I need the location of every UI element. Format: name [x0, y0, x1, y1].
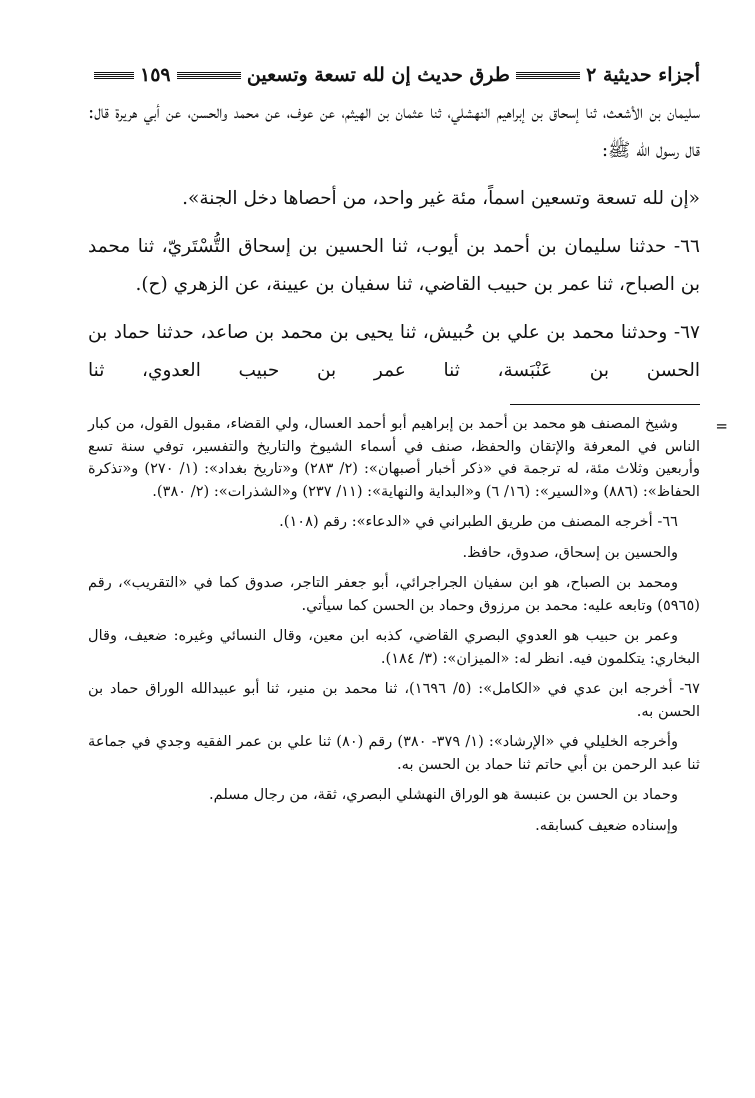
continuation-marker: = — [715, 417, 728, 435]
header-rule — [177, 72, 241, 79]
hadith-text: «إن لله تسعة وتسعين اسماً، مئة غير واحد، من أحصاها دخل الجنة». — [182, 188, 700, 209]
footnote: وإسناده ضعيف كسابقه. — [535, 816, 678, 834]
section-title: طرق حديث إن لله تسعة وتسعين — [246, 64, 510, 86]
header-rule — [94, 72, 134, 79]
footnotes — [88, 413, 728, 837]
footnote: ٦٧- أخرجه ابن عدي في «الكامل»: (٥/ ١٦٩٦)، ثنا محمد بن منير، ثنا أبو عبيدالله الوراق حماد بن الحسن به. — [88, 680, 700, 720]
footnote: ومحمد بن الصباح، هو ابن سفيان الجراجرائي، أبو جعفر التاجر، صدوق كما في «التقريب»، رقم (٥٩٦٥) وتابعه عليه: محمد بن مرزوق وحماد بن الحسن كما سيأتي. — [88, 574, 700, 614]
page-number: ١٥٩ — [140, 64, 171, 86]
footnote: وشيخ المصنف هو محمد بن أحمد بن إبراهيم أبو أحمد العسال، ولي القضاء، مقبول القول، من كبار الناس في المعرفة والإتقان والحفظ، صنف في أسماء الشيوخ والتاريخ والتفسير، توفي سنة تسع وأربعين وثلاث مئة، له ترجمة في «ذكر أخبار أصبهان»: (٢/ ٢٨٣) و«تاريخ بغداد»: (١/ ٢٧٠) و«تذكرة الحفاظ»: (٨٨٦) و«السير»: (١٦/ ٦) و«البداية والنهاية»: (١١/ ٢٣٧) و«الشذرات»: (٢/ ٣٨٠). — [88, 415, 700, 500]
footnote-divider — [510, 404, 700, 405]
running-header — [88, 60, 700, 90]
footnote: والحسين بن إسحاق، صدوق، حافظ. — [462, 543, 678, 561]
footnote: وحماد بن الحسن بن عنبسة هو الوراق النهشلي البصري، ثقة، من رجال مسلم. — [208, 786, 678, 803]
main-text — [88, 94, 700, 390]
footnote: وأخرجه الخليلي في «الإرشاد»: (١/ ٣٧٩- ٣٨٠) رقم (٨٠) ثنا علي بن عمر الفقيه وجدي في جماعة ثنا عبد الرحمن بن أبي حاتم ثنا حماد بن الحسن به. — [88, 733, 700, 773]
footnote: ٦٦- أخرجه المصنف من طريق الطبراني في «الدعاء»: رقم (١٠٨). — [279, 513, 678, 530]
header-rule — [516, 72, 580, 79]
footnote: وعمر بن حبيب هو العدوي البصري القاضي، كذبه ابن معين، وقال النسائي وغيره: ضعيف، وقال البخاري: يتكلمون فيه. انظر له: «الميزان»: (٣/ ١٨٤). — [88, 627, 700, 667]
book-title: أجزاء حديثية ٢ — [586, 64, 700, 86]
book-page — [88, 60, 728, 837]
main-paragraph: سليمان بن الأشعث، ثنا إسحاق بن إبراهيم النهشلي، ثنا عثمان بن الهيثم، عن عوف، عن محمد والحسن، عن أبي هريرة قال: قال رسول الله ﷺ: — [88, 102, 700, 161]
main-paragraph: ٦٧- وحدثنا محمد بن علي بن حُبيش، ثنا يحيى بن محمد بن صاعد، حدثنا حماد بن الحسن بن عَنْبَسة، ثنا عمر بن حبيب العدوي، ثنا — [88, 322, 700, 381]
main-paragraph: ٦٦- حدثنا سليمان بن أحمد بن أيوب، ثنا الحسين بن إسحاق التُّسْتَريّ، ثنا محمد بن الصباح، ثنا عمر بن حبيب القاضي، ثنا سفيان بن عيينة، عن الزهري (ح). — [88, 236, 700, 295]
